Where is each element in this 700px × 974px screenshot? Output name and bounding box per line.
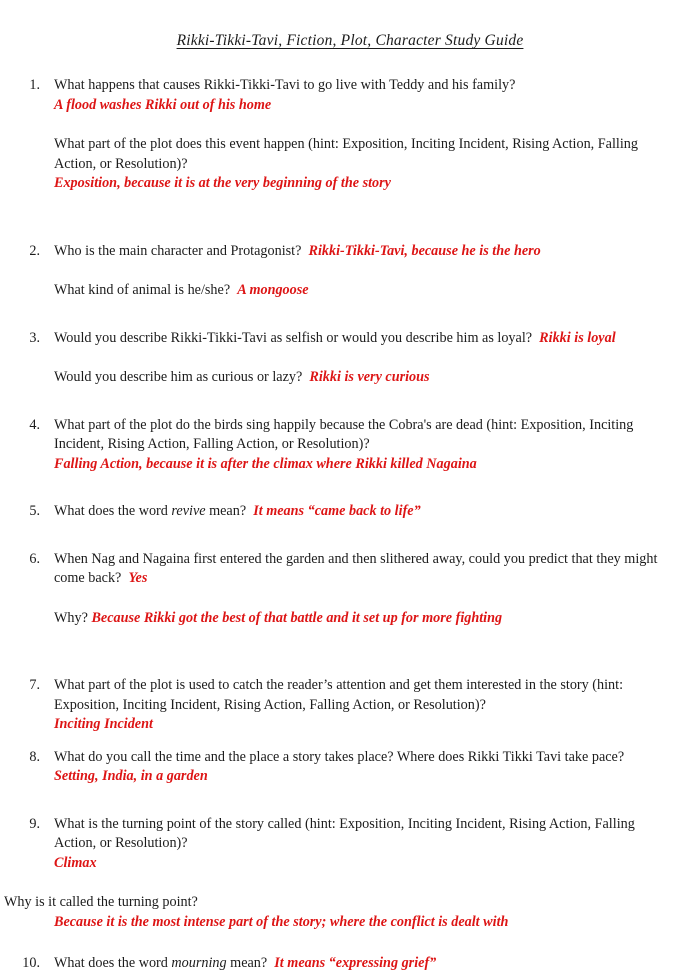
- question-item: [0, 329, 700, 349]
- spacer: [0, 873, 700, 893]
- followup-line: [0, 609, 700, 629]
- question-prompt-line: [54, 329, 668, 349]
- page-title-text: Rikki-Tikki-Tavi, Fiction, Plot, Character Study Guide: [176, 32, 524, 49]
- followup-answer: Because Rikki got the best of that battle and it set up for more fighting: [91, 609, 503, 626]
- spacer: [0, 589, 700, 609]
- spacer: [0, 787, 700, 815]
- question-prompt-line: [54, 748, 668, 787]
- question-item: [0, 76, 700, 115]
- spacer: [0, 348, 700, 368]
- question-answer: Rikki-Tikki-Tavi, because he is the hero: [308, 242, 541, 259]
- followup-line: [0, 368, 700, 388]
- question-item: [0, 502, 700, 522]
- followup-prompt: Why is it called the turning point?: [4, 894, 198, 910]
- question-item: [0, 676, 700, 735]
- question-answer: Yes: [128, 570, 148, 586]
- question-answer: A flood washes Rikki out of his home: [54, 96, 272, 113]
- question-answer: Climax: [54, 854, 97, 871]
- followup-prompt: Why?: [54, 609, 88, 626]
- spacer: [0, 194, 700, 242]
- question-prompt: What part of the plot do the birds sing happily because the Cobra's are dead (hint: Exposition, Inciting Incident, Rising Action, Falling Action, or Resolution)?: [54, 416, 634, 452]
- question-item: [0, 242, 700, 262]
- spacer: [0, 628, 700, 676]
- question-prompt: What happens that causes Rikki-Tikki-Tavi to go live with Teddy and his family?: [54, 77, 516, 93]
- question-answer: It means “expressing grief”: [274, 955, 437, 971]
- question-prompt-after: mean?: [205, 503, 247, 519]
- question-number: 2.: [29, 242, 40, 259]
- followup-answer: A mongoose: [237, 282, 309, 298]
- question-prompt-before: What does the word: [54, 503, 172, 519]
- question-number: 4.: [29, 416, 40, 433]
- question-number: 9.: [29, 815, 40, 832]
- question-prompt-line: [54, 550, 668, 589]
- followup-line: [0, 281, 700, 301]
- spacer: [0, 301, 700, 329]
- question-prompt: What do you call the time and the place a story takes place? Where does Rikki Tikki Tavi take pace?: [54, 748, 625, 765]
- question-item: [0, 550, 700, 589]
- vocabulary-word: revive: [171, 503, 206, 519]
- followup-prompt: What kind of animal is he/she?: [54, 282, 231, 298]
- title-spacer: [0, 50, 700, 76]
- spacer: [0, 388, 700, 416]
- question-answer: It means “came back to life”: [253, 503, 421, 519]
- page-title: [0, 0, 700, 50]
- question-prompt: What part of the plot is used to catch the reader’s attention and get them interested in the story (hint: Exposition, Inciting Incident, Rising Action, Falling Action, or Resolution)?: [54, 677, 624, 713]
- followup-answer: Because it is the most intense part of the story; where the conflict is dealt with: [54, 913, 509, 930]
- question-prompt: When Nag and Nagaina first entered the garden and then slithered away, could you predict that they might come back?: [54, 550, 658, 586]
- vocabulary-word: mourning: [171, 955, 227, 971]
- question-item: [0, 416, 700, 475]
- followup-prompt: Would you describe him as curious or lazy?: [54, 369, 303, 385]
- followup-answer: Exposition, because it is at the very beginning of the story: [54, 175, 391, 191]
- followup-answer: Rikki is very curious: [309, 369, 430, 385]
- spacer: [0, 522, 700, 550]
- question-prompt-line: [54, 502, 668, 522]
- question-prompt-line: [54, 242, 668, 262]
- question-answer: Rikki is loyal: [539, 329, 616, 346]
- question-item: [0, 954, 700, 974]
- question-number: 7.: [29, 677, 40, 693]
- question-number: 6.: [29, 550, 40, 567]
- question-item: [0, 815, 700, 874]
- question-item: [0, 748, 700, 787]
- question-prompt-before: What does the word: [54, 955, 172, 971]
- question-answer: Setting, India, in a garden: [54, 768, 208, 784]
- question-list: [0, 76, 700, 974]
- followup-prompt: What part of the plot does this event happen (hint: Exposition, Inciting Incident, Rising Action, Falling Action, or Resolution)?: [54, 136, 638, 172]
- question-prompt: Would you describe Rikki-Tikki-Tavi as selfish or would you describe him as loyal?: [54, 329, 533, 346]
- question-number: 5.: [29, 503, 40, 519]
- question-prompt: What is the turning point of the story called (hint: Exposition, Inciting Incident, Rising Action, Falling Action, or Resolution)?: [54, 815, 635, 851]
- question-number: 8.: [29, 748, 40, 765]
- question-prompt-line: [54, 954, 668, 974]
- spacer: [0, 115, 700, 135]
- spacer: [0, 735, 700, 748]
- question-answer: Inciting Incident: [54, 716, 153, 732]
- question-number: 1.: [29, 77, 40, 93]
- spacer: [0, 474, 700, 502]
- question-prompt: Who is the main character and Protagonist?: [54, 242, 302, 259]
- spacer: [0, 932, 700, 954]
- question-number: 3.: [29, 329, 40, 346]
- question-answer: Falling Action, because it is after the climax where Rikki killed Nagaina: [54, 455, 477, 472]
- spacer: [0, 261, 700, 281]
- question-number: 10.: [22, 955, 40, 971]
- question-prompt-after: mean?: [226, 955, 268, 971]
